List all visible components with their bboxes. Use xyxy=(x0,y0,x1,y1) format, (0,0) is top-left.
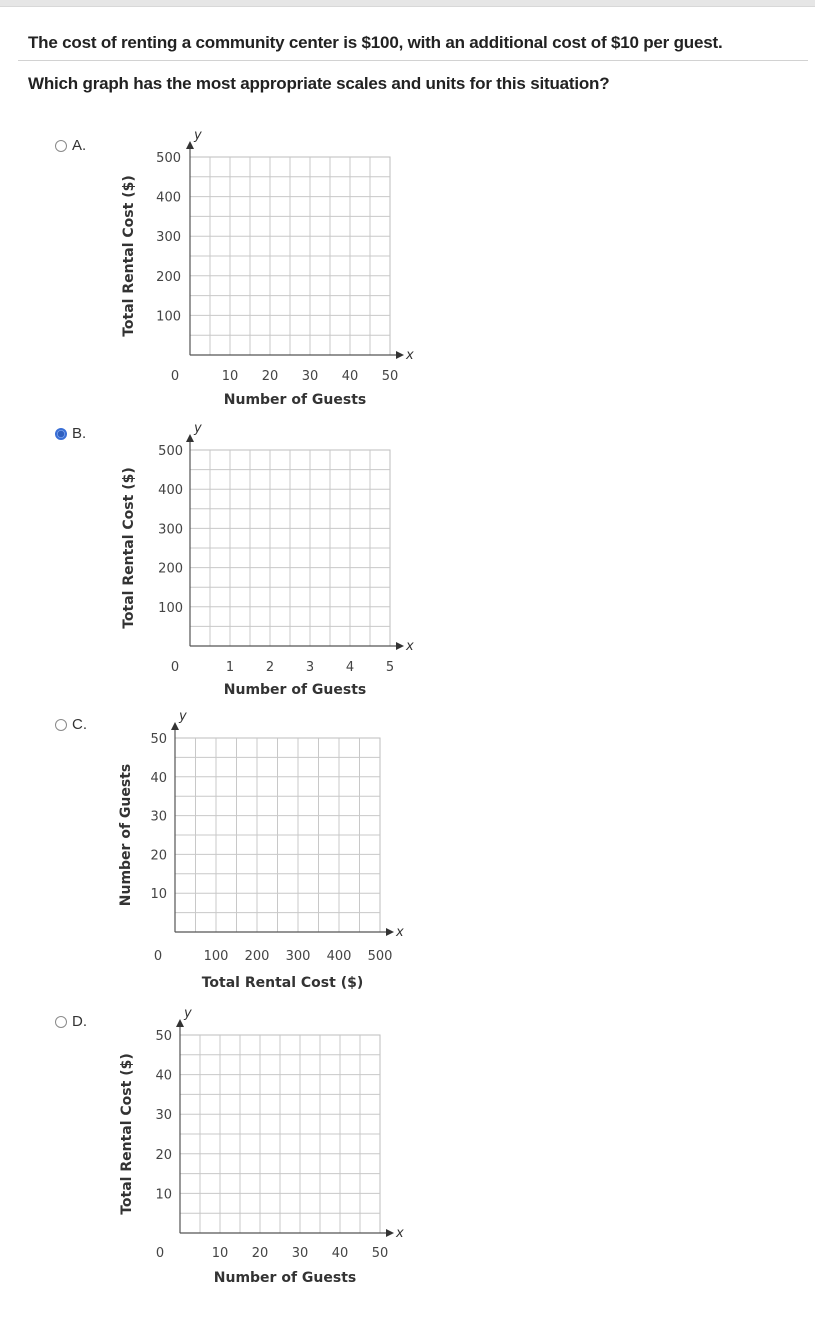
y-axis-arrow xyxy=(186,141,194,149)
x-tick-label: 500 xyxy=(367,949,393,964)
option-a-label: A. xyxy=(72,137,87,154)
x-tick-label: 20 xyxy=(261,369,279,384)
y-axis-letter: y xyxy=(194,128,202,143)
x-tick-label: 300 xyxy=(285,949,311,964)
x-axis-arrow xyxy=(386,928,394,936)
x-axis-arrow xyxy=(396,351,404,359)
x-axis-letter: x xyxy=(396,1226,404,1241)
y-tick-label: 30 xyxy=(155,1108,172,1124)
x-tick-label: 1 xyxy=(225,660,235,675)
x-tick-label: 40 xyxy=(341,369,359,384)
y-axis-arrow xyxy=(171,722,179,730)
origin-label: 0 xyxy=(170,369,180,384)
x-axis-arrow xyxy=(396,642,404,650)
y-axis-letter: y xyxy=(179,709,187,724)
x-tick-label: 50 xyxy=(381,369,399,384)
x-tick-label: 40 xyxy=(331,1246,349,1261)
y-tick-label: 10 xyxy=(150,887,167,903)
y-tick-label: 200 xyxy=(156,269,181,285)
y-axis-arrow xyxy=(176,1019,184,1027)
question-text-line2: Which graph has the most appropriate scales and units for this situation? xyxy=(28,74,610,93)
y-axis-letter: y xyxy=(184,1006,192,1021)
y-axis-title: Total Rental Cost ($) xyxy=(121,175,137,337)
y-tick-label: 400 xyxy=(158,483,183,499)
option-b-radio[interactable] xyxy=(55,428,67,440)
option-a-graph xyxy=(121,128,414,408)
y-tick-label: 30 xyxy=(150,809,167,825)
y-tick-label: 200 xyxy=(158,561,183,577)
grid-frame xyxy=(190,157,390,355)
x-tick-label: 10 xyxy=(211,1246,229,1261)
x-axis-letter: x xyxy=(406,348,414,363)
option-b[interactable] xyxy=(55,425,86,442)
origin-label: 0 xyxy=(155,1246,165,1261)
x-tick-label: 2 xyxy=(265,660,275,675)
divider xyxy=(18,60,808,61)
y-tick-label: 300 xyxy=(158,522,183,538)
x-tick-label: 10 xyxy=(221,369,239,384)
option-d-graph xyxy=(119,1006,404,1286)
grid-frame xyxy=(190,450,390,646)
x-tick-label: 200 xyxy=(244,949,270,964)
option-c-label: C. xyxy=(72,716,87,733)
y-tick-label: 40 xyxy=(150,770,167,786)
x-axis-title: Number of Guests xyxy=(223,392,367,408)
y-tick-label: 500 xyxy=(156,151,181,166)
y-tick-label: 300 xyxy=(156,230,181,246)
y-tick-label: 50 xyxy=(150,732,167,747)
origin-label: 0 xyxy=(170,660,180,675)
x-axis-title: Number of Guests xyxy=(223,682,367,698)
x-tick-label: 100 xyxy=(203,949,229,964)
y-tick-label: 100 xyxy=(158,600,183,616)
x-tick-label: 50 xyxy=(371,1246,389,1261)
y-axis-title: Number of Guests xyxy=(118,763,134,907)
x-tick-label: 30 xyxy=(291,1246,309,1261)
x-tick-label: 5 xyxy=(385,660,395,675)
x-tick-label: 30 xyxy=(301,369,319,384)
y-tick-label: 50 xyxy=(155,1029,172,1044)
y-tick-label: 40 xyxy=(155,1068,172,1084)
y-axis-arrow xyxy=(186,434,194,442)
x-tick-label: 20 xyxy=(251,1246,269,1261)
y-tick-label: 20 xyxy=(150,848,167,864)
option-a-radio[interactable] xyxy=(55,140,67,152)
y-tick-label: 20 xyxy=(155,1147,172,1163)
option-c-graph xyxy=(118,709,404,991)
option-d-label: D. xyxy=(72,1013,87,1030)
top-border xyxy=(0,0,815,7)
y-axis-letter: y xyxy=(194,421,202,436)
y-tick-label: 10 xyxy=(155,1187,172,1203)
y-tick-label: 400 xyxy=(156,190,181,206)
x-tick-label: 400 xyxy=(326,949,352,964)
x-axis-letter: x xyxy=(406,639,414,654)
question-text-line1: The cost of renting a community center is $100, with an additional cost of $10 per guest. xyxy=(28,33,723,52)
option-b-label: B. xyxy=(72,425,87,442)
grid-frame xyxy=(180,1035,380,1233)
x-axis-arrow xyxy=(386,1229,394,1237)
y-tick-label: 100 xyxy=(156,309,181,325)
option-a[interactable] xyxy=(55,137,86,154)
x-axis-title: Number of Guests xyxy=(213,1270,357,1286)
x-axis-letter: x xyxy=(396,925,404,940)
grid-frame xyxy=(175,738,380,932)
x-axis-title: Total Rental Cost ($) xyxy=(201,975,364,991)
x-tick-label: 4 xyxy=(345,660,355,675)
x-tick-label: 3 xyxy=(305,660,315,675)
option-b-graph xyxy=(121,421,414,698)
y-axis-title: Total Rental Cost ($) xyxy=(119,1053,135,1215)
y-tick-label: 500 xyxy=(158,444,183,459)
origin-label: 0 xyxy=(153,949,163,964)
option-d[interactable] xyxy=(55,1013,87,1030)
option-d-radio[interactable] xyxy=(55,1016,67,1028)
option-c-radio[interactable] xyxy=(55,719,67,731)
option-c[interactable] xyxy=(55,716,87,733)
y-axis-title: Total Rental Cost ($) xyxy=(121,467,137,629)
